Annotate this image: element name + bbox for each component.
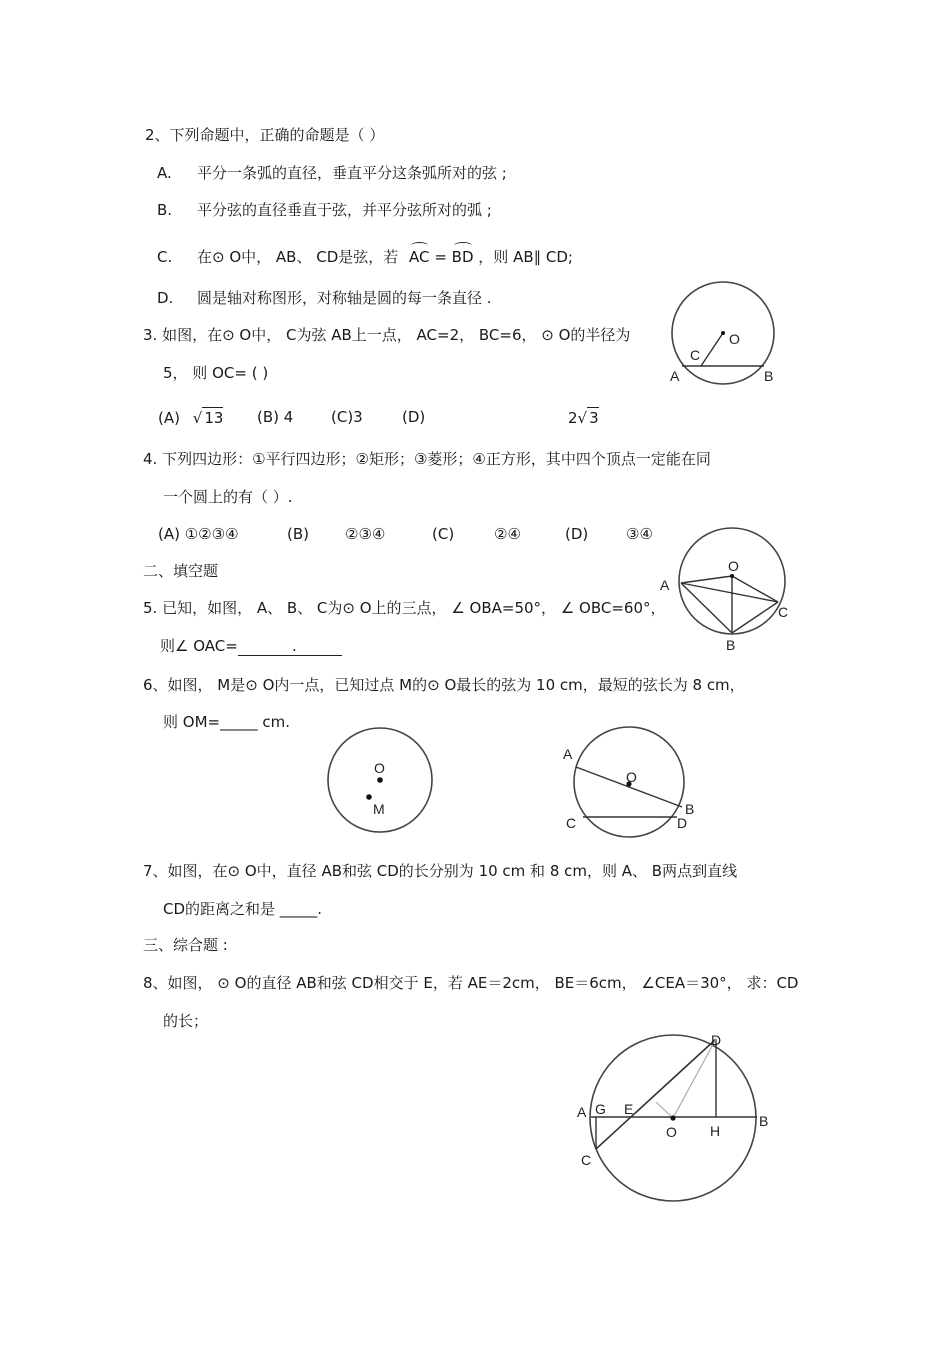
q2-option-a-label: A.: [157, 164, 172, 182]
label-c: C: [566, 815, 577, 831]
q8-stem-line1: 8、如图， ⊙ O的直径 AB和弦 CD相交于 E，若 AE＝2cm， BE＝6cm， ∠CEA＝30°， 求：CD: [143, 974, 799, 992]
q4-option-b-label: (B): [287, 525, 309, 543]
q4-stem-line1: 4. 下列四边形：①平行四边形；②矩形；③菱形；④正方形，其中四个顶点一定能在同: [143, 450, 711, 468]
chord-ac: [681, 583, 778, 602]
label-a: A: [660, 577, 670, 593]
q6-circle-figure: [322, 722, 440, 838]
q3-stem-line1: 3. 如图，在⊙ O中， C为弦 AB上一点， AC=2， BC=6， ⊙ O的半径为: [143, 326, 631, 344]
label-o: O: [728, 558, 739, 574]
q4-option-c-label: (C): [432, 525, 455, 543]
q2-option-c-text: [197, 247, 573, 267]
q3-stem-line2: 5， 则 OC= ( ): [163, 364, 269, 382]
section-comprehensive-title: 三、综合题 :: [143, 936, 228, 954]
label-b: B: [685, 801, 695, 817]
q2-option-d-label: D.: [157, 289, 174, 307]
q4-option-b: ②③④: [345, 525, 386, 543]
arc-bd: [452, 247, 474, 267]
q8-circle-figure: [570, 1030, 780, 1210]
q2-option-b-label: B.: [157, 201, 173, 219]
q2-option-c-part1: 在⊙ O中， AB、 CD是弦，若: [197, 248, 399, 266]
label-o: O: [729, 331, 740, 347]
label-g: G: [595, 1101, 606, 1117]
q4-option-d-label: (D): [565, 525, 589, 543]
q6-stem-line2: 则 OM=_____ cm.: [163, 713, 290, 731]
label-d: D: [711, 1032, 722, 1048]
q3-option-d-value: [568, 407, 599, 428]
point-m: [366, 794, 372, 800]
q5-stem-line2: [160, 636, 342, 656]
segment-ao: [681, 576, 732, 583]
segment-od: [673, 1039, 716, 1118]
q3-option-d-coef: 2: [568, 409, 578, 427]
q4-stem-line2: 一个圆上的有（ ）.: [163, 488, 293, 506]
q3-option-b: (B) 4: [257, 408, 294, 426]
q4-option-d: ③④: [626, 525, 653, 543]
q7-stem-line1: 7、如图，在⊙ O中，直径 AB和弦 CD的长分别为 10 cm 和 8 cm，则 A、 B两点到直线: [143, 862, 738, 880]
label-a: A: [563, 746, 573, 762]
chord-ab: [681, 583, 732, 633]
q2-option-c-eq: =: [434, 248, 447, 266]
q3-option-c: (C)3: [331, 408, 363, 426]
label-a: A: [577, 1104, 587, 1120]
center-point: [721, 331, 725, 335]
point-o: [377, 777, 383, 783]
label-c: C: [581, 1152, 592, 1168]
q2-option-b-text: 平分弦的直径垂直于弦，并平分弦所对的弧 ;: [197, 201, 492, 219]
q2-option-c-part2: ，则 AB∥ CD;: [478, 248, 573, 266]
q7-stem-line2: CD的距离之和是 _____.: [163, 900, 323, 918]
q2-stem: 2、下列命题中，正确的命题是（ ）: [145, 126, 385, 144]
label-m: M: [373, 801, 385, 817]
section-fill-in-title: 二、填空题: [143, 562, 219, 580]
q8-stem-line2: 的长；: [163, 1012, 209, 1030]
segment-oc: [701, 333, 723, 366]
q4-option-c: ②④: [494, 525, 521, 543]
label-o: O: [626, 769, 637, 785]
q5-stem-end: .: [292, 637, 297, 655]
q5-answer-blank[interactable]: [238, 639, 342, 656]
q5-stem-line1: 5. 已知，如图， A、 B、 C为⊙ O上的三点， ∠ OBA=50°， ∠ OBC=60°，: [143, 599, 666, 617]
q2-option-d-text: 圆是轴对称图形，对称轴是圆的每一条直径 .: [197, 289, 492, 307]
q5-stem-prefix: 则∠ OAC=: [160, 637, 238, 655]
arc-bd-label: BD: [451, 248, 474, 266]
q6-stem-line1: 6、如图， M是⊙ O内一点，已知过点 M的⊙ O最长的弦为 10 cm，最短的弦长为 8 cm，: [143, 676, 745, 694]
center-point: [670, 1115, 675, 1120]
label-o: O: [374, 760, 385, 776]
sqrt-icon: √: [577, 409, 588, 427]
label-o: O: [666, 1124, 677, 1140]
arc-symbol-icon: [411, 242, 427, 249]
q4-option-a: (A) ①②③④: [158, 525, 239, 543]
arc-ac-label: AC: [409, 248, 430, 266]
label-a: A: [670, 368, 680, 384]
label-e: E: [624, 1101, 634, 1117]
label-b: B: [759, 1113, 769, 1129]
label-b: B: [726, 637, 736, 653]
q3-option-a-value: 13: [204, 409, 224, 427]
q3-option-a: [158, 407, 223, 428]
q3-option-a-label: (A): [158, 409, 180, 427]
arc-ac: [409, 247, 429, 267]
q3-option-d-label: (D): [402, 408, 426, 426]
segment-oe-perpendicular: [656, 1102, 673, 1118]
label-c: C: [690, 347, 701, 363]
q7-circle-figure: [555, 722, 705, 838]
center-point: [730, 574, 734, 578]
sqrt-icon: √: [192, 409, 203, 427]
label-h: H: [710, 1123, 721, 1139]
arc-symbol-icon: [454, 242, 472, 249]
q2-option-c-label: C.: [157, 248, 173, 266]
q3-option-d-radicand: 3: [589, 409, 599, 427]
q2-option-a-text: 平分一条弧的直径，垂直平分这条弧所对的弦 ;: [197, 164, 507, 182]
chord-cd: [596, 1039, 716, 1149]
label-b: B: [764, 368, 774, 384]
q5-circle-figure: [650, 515, 800, 660]
label-c: C: [778, 604, 789, 620]
q3-circle-figure: [660, 280, 790, 390]
label-d: D: [677, 815, 688, 831]
